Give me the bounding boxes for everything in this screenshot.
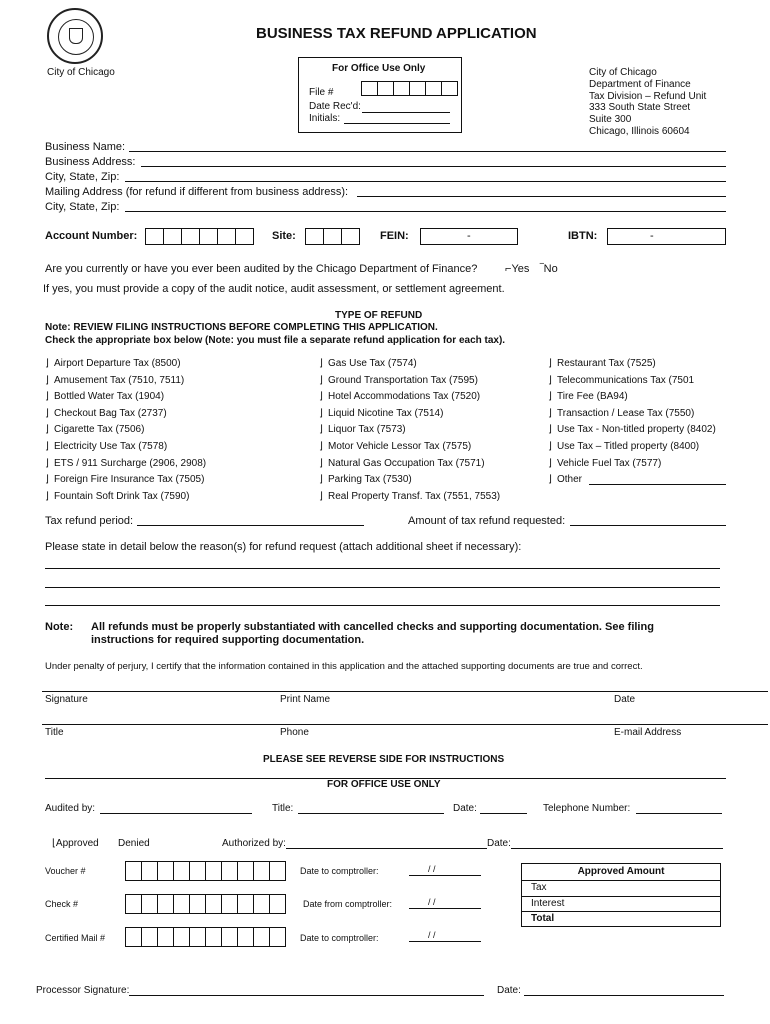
refund-period-label: Tax refund period:: [45, 515, 134, 527]
audited-by-label: Audited by:: [45, 803, 96, 814]
date-to-comptroller-field-1[interactable]: [409, 875, 481, 876]
authorized-date-label: Date:: [487, 838, 511, 849]
ibtn-field[interactable]: -: [607, 228, 726, 245]
check-note: Check the appropriate box below (Note: you must file a separate refund application for each tax).: [45, 335, 506, 346]
file-boxes[interactable]: [362, 81, 458, 96]
signature-line[interactable]: [42, 691, 768, 692]
audit-question: Are you currently or have you ever been audited by the Chicago Department of Finance?: [45, 263, 478, 275]
date-to-comptroller-field-2[interactable]: [409, 941, 481, 942]
audit-no-option[interactable]: ‾No: [540, 263, 558, 275]
city-state-zip-field[interactable]: [125, 181, 726, 182]
site-boxes[interactable]: [306, 228, 360, 245]
tax-checkbox[interactable]: ⌋ Real Property Transf. Tax (7551, 7553): [319, 491, 501, 502]
title-line[interactable]: [42, 724, 768, 725]
telephone-label: Telephone Number:: [543, 803, 631, 814]
refund-type-heading: TYPE OF REFUND: [335, 310, 423, 321]
perjury-statement: Under penalty of perjury, I certify that the information contained in this application and the attached supporting documents are true and correct.: [45, 661, 643, 672]
mailing-address-label: Mailing Address (for refund if different from business address):: [45, 186, 349, 198]
tax-checkbox[interactable]: ⌋ Electricity Use Tax (7578): [45, 441, 168, 452]
mailing-address-field[interactable]: [357, 196, 726, 197]
certified-mail-label: Certified Mail #: [45, 933, 106, 943]
certified-mail-boxes[interactable]: [126, 927, 286, 947]
voucher-label: Voucher #: [45, 866, 86, 876]
signature-label: Signature: [45, 694, 88, 705]
tax-checkbox[interactable]: ⌋ Transaction / Lease Tax (7550): [548, 408, 695, 419]
fein-field[interactable]: -: [420, 228, 518, 245]
date-label: Date: [614, 694, 636, 705]
tax-checkbox[interactable]: ⌋ Bottled Water Tax (1904): [45, 391, 165, 402]
approved-amount-table: [521, 863, 721, 927]
date-from-comptroller-label: Date from comptroller:: [303, 899, 393, 909]
tax-checkbox[interactable]: ⌋ ETS / 911 Surcharge (2906, 2908): [45, 458, 207, 469]
processor-date-label: Date:: [497, 985, 521, 996]
print-name-label: Print Name: [280, 694, 331, 705]
tax-checkbox[interactable]: ⌋ Amusement Tax (7510, 7511): [45, 375, 185, 386]
audited-by-field[interactable]: [100, 813, 252, 814]
slash-3: / /: [428, 930, 436, 940]
date-to-comptroller-label-1: Date to comptroller:: [300, 866, 379, 876]
title-label: Title: [45, 727, 64, 738]
approved-option[interactable]: ⌊Approved: [52, 838, 99, 849]
mailing-address: City of Chicago Department of Finance Tax Division – Refund Unit 333 South State Street Suite 300 Chicago, Illinois 60604: [589, 67, 707, 137]
date-from-comptroller-field[interactable]: [409, 908, 481, 909]
tax-checkbox[interactable]: ⌋ Natural Gas Occupation Tax (7571): [319, 458, 485, 469]
tax-checkbox[interactable]: ⌋ Liquid Nicotine Tax (7514): [319, 408, 444, 419]
reverse-side-note: PLEASE SEE REVERSE SIDE FOR INSTRUCTIONS: [263, 754, 505, 765]
tax-checkbox[interactable]: ⌋ Hotel Accommodations Tax (7520): [319, 391, 481, 402]
refund-amount-field[interactable]: [570, 525, 726, 526]
tax-checkbox-other[interactable]: ⌋ Other: [548, 474, 583, 485]
total-label: Total: [531, 913, 555, 924]
form-title: BUSINESS TAX REFUND APPLICATION: [256, 25, 537, 42]
mailing-city-label: City, State, Zip:: [45, 201, 120, 213]
tax-checkbox[interactable]: ⌋ Parking Tax (7530): [319, 474, 412, 485]
slash-2: / /: [428, 897, 436, 907]
business-address-label: Business Address:: [45, 156, 136, 168]
authorized-date-field[interactable]: [511, 848, 723, 849]
check-label: Check #: [45, 899, 79, 909]
reason-line-3[interactable]: [45, 605, 720, 606]
date-recd-line[interactable]: [362, 112, 450, 113]
check-boxes[interactable]: [126, 894, 286, 914]
note-line-2: instructions for required supporting documentation.: [91, 634, 365, 646]
tax-checkbox[interactable]: ⌋ Liquor Tax (7573): [319, 424, 406, 435]
refund-period-field[interactable]: [137, 525, 364, 526]
phone-label: Phone: [280, 727, 309, 738]
note-label: Note:: [45, 621, 74, 633]
office-use-only-heading: FOR OFFICE USE ONLY: [327, 779, 441, 790]
voucher-boxes[interactable]: [126, 861, 286, 881]
interest-label: Interest: [531, 898, 565, 909]
note-line-1: All refunds must be properly substantiated with cancelled checks and supporting documentation. See filing: [91, 621, 654, 633]
city-label: City of Chicago: [47, 67, 115, 78]
tax-label: Tax: [531, 882, 547, 893]
approved-amount-header: Approved Amount: [522, 864, 720, 881]
city-seal: [47, 8, 103, 64]
tax-checkbox[interactable]: ⌋ Telecommunications Tax (7501: [548, 375, 695, 386]
processor-signature-label: Processor Signature:: [36, 985, 130, 996]
slash-1: / /: [428, 864, 436, 874]
processor-date-field[interactable]: [524, 995, 724, 996]
mailing-city-field[interactable]: [125, 211, 726, 212]
audit-note: If yes, you must provide a copy of the audit notice, audit assessment, or settlement agreement.: [43, 283, 505, 295]
file-label: File #: [309, 87, 334, 98]
reason-line-1[interactable]: [45, 568, 720, 569]
office-use-heading: For Office Use Only: [332, 63, 426, 74]
audit-yes-option[interactable]: ⌐Yes: [505, 263, 530, 275]
authorized-by-label: Authorized by:: [222, 838, 286, 849]
refund-amount-label: Amount of tax refund requested:: [408, 515, 566, 527]
tax-checkbox[interactable]: ⌋ Foreign Fire Insurance Tax (7505): [45, 474, 205, 485]
office-date-label: Date:: [453, 803, 477, 814]
denied-option[interactable]: Denied: [118, 838, 150, 849]
account-number-label: Account Number:: [45, 230, 138, 242]
tax-checkbox[interactable]: ⌋ Motor Vehicle Lessor Tax (7575): [319, 441, 472, 452]
reason-line-2[interactable]: [45, 587, 720, 588]
tax-checkbox[interactable]: ⌋ Use Tax - Non-titled property (8402): [548, 424, 716, 435]
filing-note: Note: REVIEW FILING INSTRUCTIONS BEFORE COMPLETING THIS APPLICATION.: [45, 322, 438, 333]
tax-checkbox[interactable]: ⌋ Fountain Soft Drink Tax (7590): [45, 491, 190, 502]
account-number-boxes[interactable]: [146, 228, 254, 245]
ibtn-label: IBTN:: [568, 230, 598, 242]
tax-checkbox[interactable]: ⌋ Tire Fee (BA94): [548, 391, 628, 402]
initials-line[interactable]: [344, 123, 450, 124]
telephone-field[interactable]: [636, 813, 722, 814]
initials-label: Initials:: [309, 113, 341, 124]
email-label: E-mail Address: [614, 727, 682, 738]
authorized-by-field[interactable]: [286, 848, 487, 849]
tax-checkbox[interactable]: ⌋ Vehicle Fuel Tax (7577): [548, 458, 662, 469]
processor-signature-field[interactable]: [129, 995, 484, 996]
office-date-field[interactable]: [480, 813, 527, 814]
tax-checkbox[interactable]: ⌋ Gas Use Tax (7574): [319, 358, 417, 369]
tax-checkbox[interactable]: ⌋ Checkout Bag Tax (2737): [45, 408, 167, 419]
office-title-label: Title:: [272, 803, 294, 814]
other-field[interactable]: [589, 484, 726, 485]
date-recd-label: Date Rec'd:: [309, 101, 361, 112]
business-name-field[interactable]: [129, 151, 726, 152]
reason-label: Please state in detail below the reason(s) for refund request (attach additional sheet if necessary):: [45, 541, 522, 553]
site-label: Site:: [272, 230, 296, 242]
tax-checkbox[interactable]: ⌋ Cigarette Tax (7506): [45, 424, 145, 435]
business-name-label: Business Name:: [45, 141, 126, 153]
tax-checkbox[interactable]: ⌋ Airport Departure Tax (8500): [45, 358, 181, 369]
tax-checkbox[interactable]: ⌋ Use Tax – Titled property (8400): [548, 441, 700, 452]
office-title-field[interactable]: [298, 813, 444, 814]
tax-checkbox[interactable]: ⌋ Restaurant Tax (7525): [548, 358, 656, 369]
date-to-comptroller-label-2: Date to comptroller:: [300, 933, 379, 943]
city-state-zip-label: City, State, Zip:: [45, 171, 120, 183]
tax-checkbox[interactable]: ⌋ Ground Transportation Tax (7595): [319, 375, 478, 386]
fein-label: FEIN:: [380, 230, 409, 242]
business-address-field[interactable]: [141, 166, 726, 167]
